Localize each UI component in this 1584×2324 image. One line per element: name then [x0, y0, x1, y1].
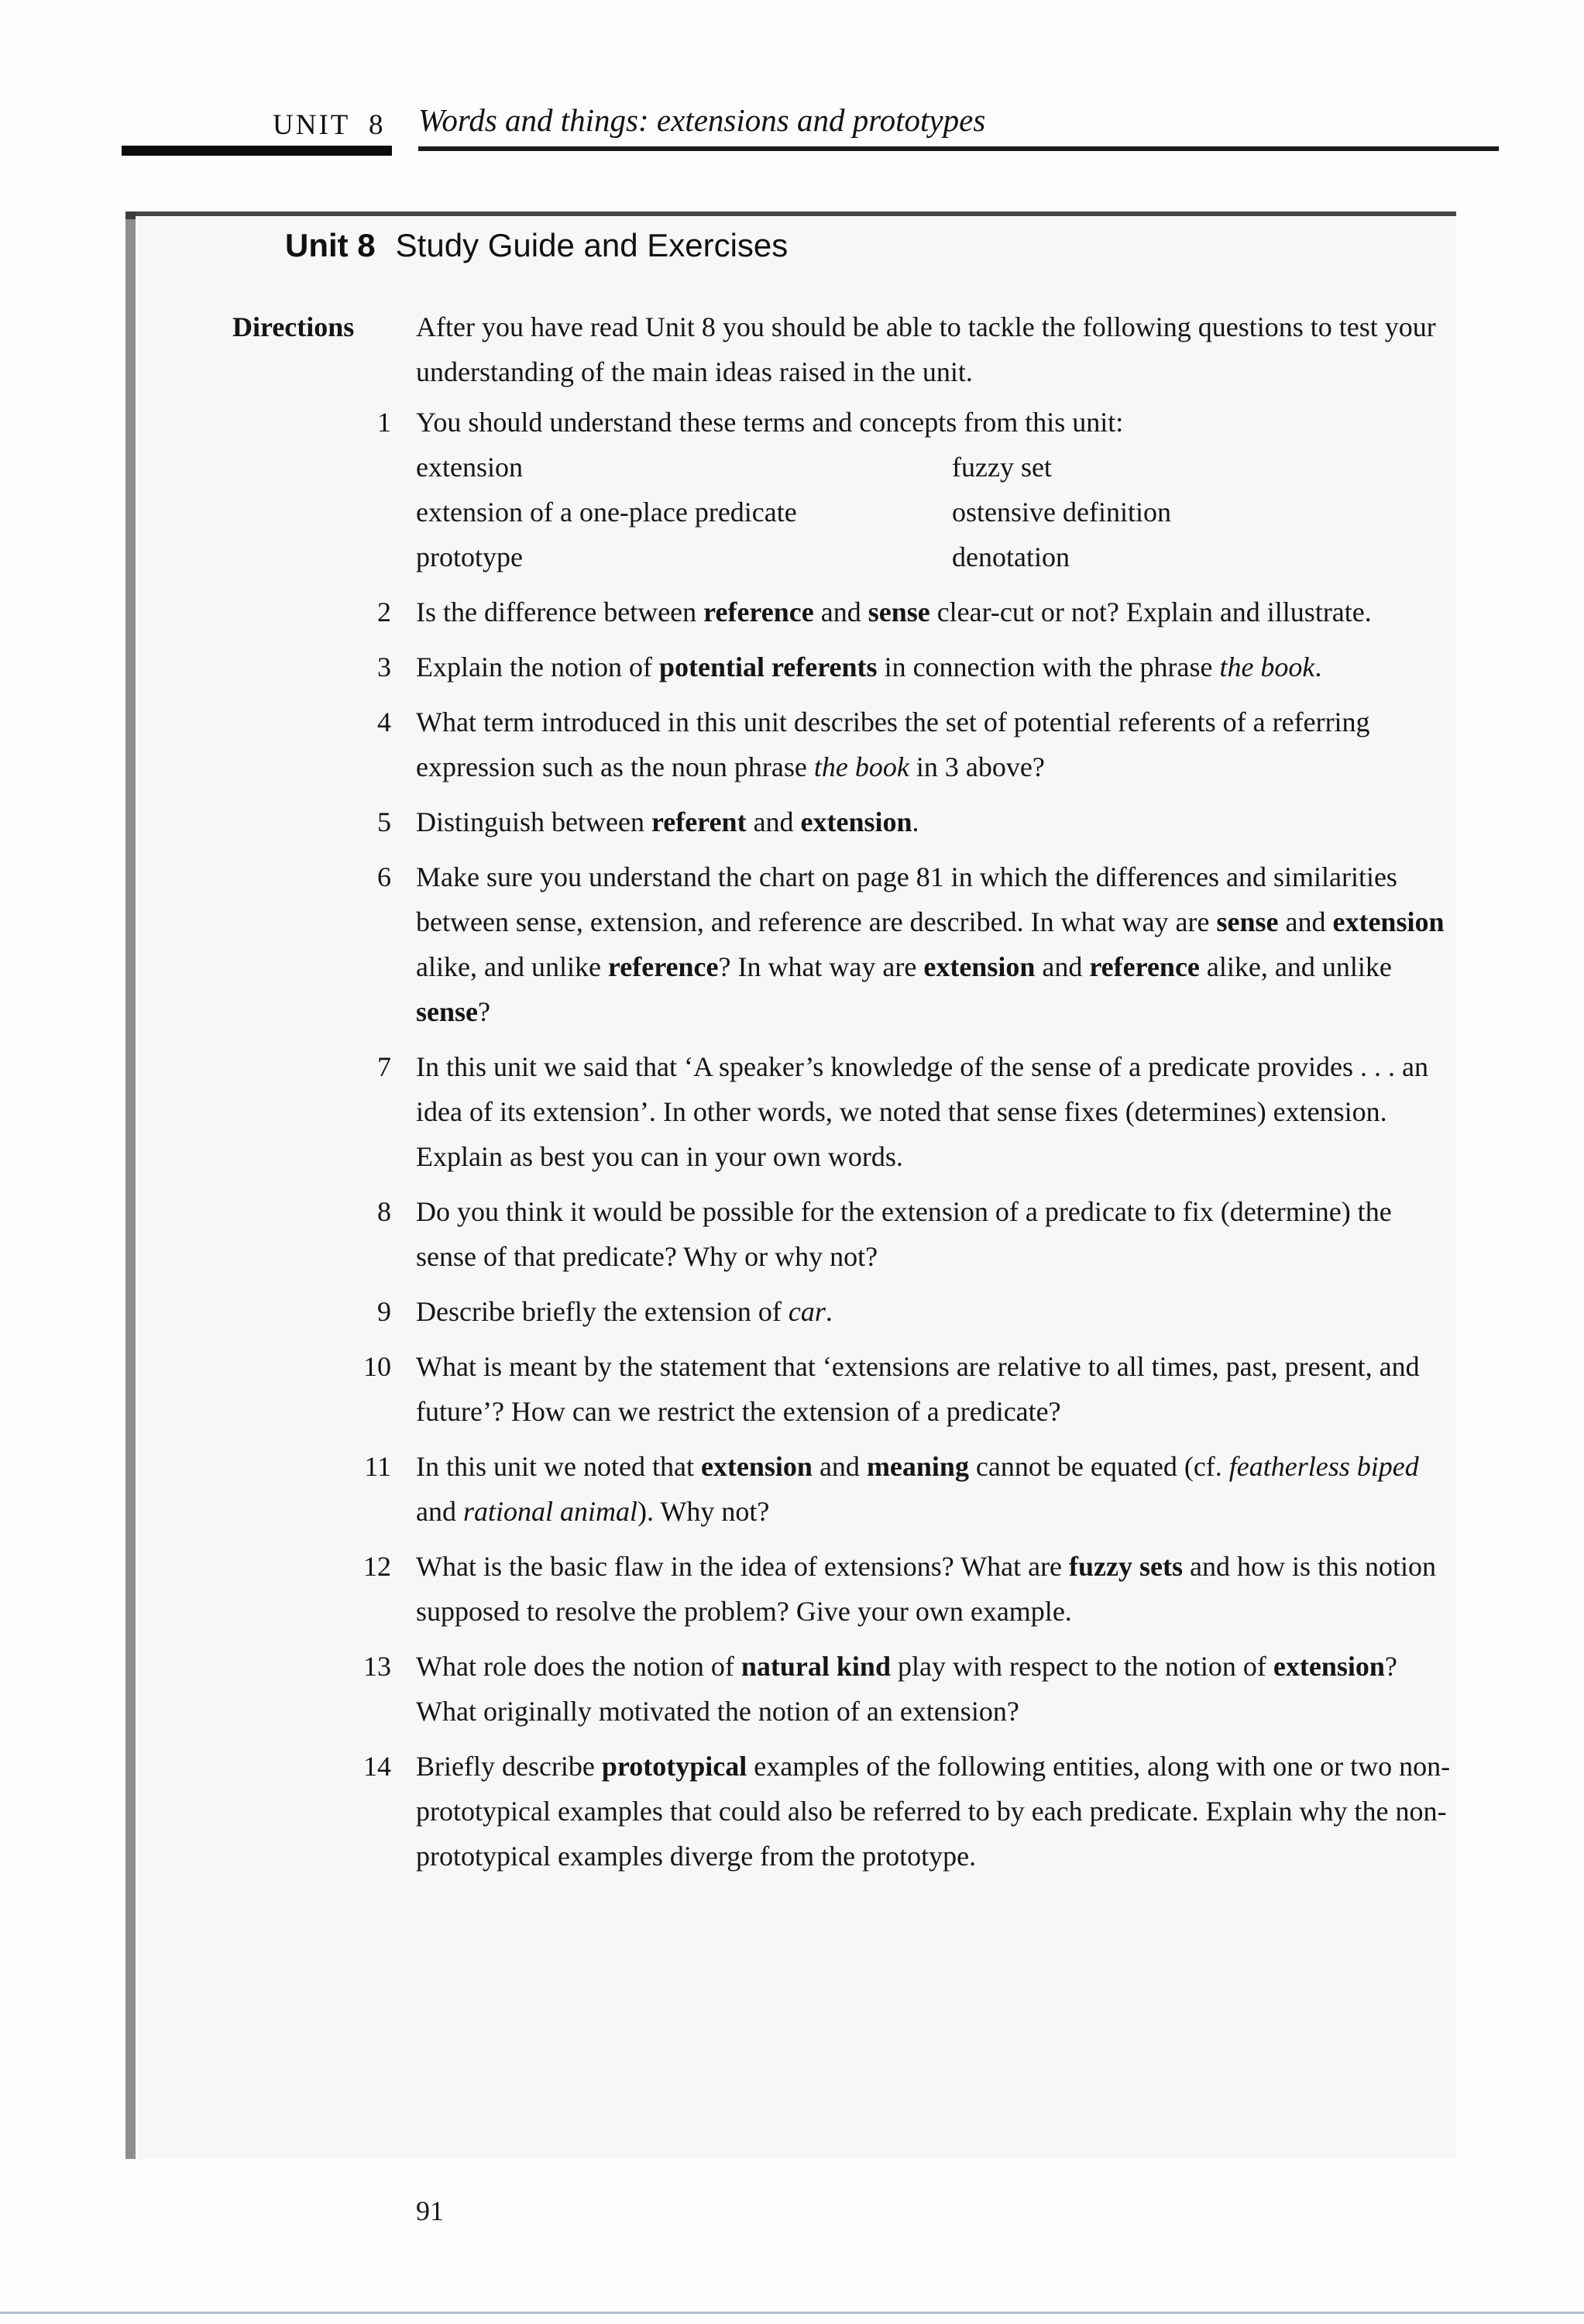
- text-segment: .: [825, 1296, 833, 1327]
- term-right: denotation: [952, 541, 1070, 572]
- question-text: [416, 590, 1454, 634]
- header-rule-thin: [418, 146, 1499, 151]
- question-text: [416, 1544, 1454, 1634]
- text-segment: referent: [651, 806, 747, 837]
- question-number: 2: [377, 596, 391, 627]
- question-number: 7: [377, 1051, 391, 1082]
- text-segment: ? What originally motivated the notion of an extension?: [416, 1651, 1397, 1727]
- question-text: [416, 799, 1454, 844]
- text-segment: .: [1314, 651, 1322, 682]
- text-segment: You should understand these terms and concepts from this unit:: [416, 407, 1124, 438]
- text-segment: and: [812, 1451, 867, 1482]
- text-segment: play with respect to the notion of: [890, 1651, 1273, 1682]
- question-item: [329, 590, 1460, 634]
- question-item: [329, 1644, 1460, 1734]
- question-item: [329, 854, 1460, 1034]
- text-segment: fuzzy sets: [1069, 1551, 1183, 1582]
- header-rule-thick: [122, 146, 392, 156]
- text-segment: reference: [607, 951, 719, 982]
- text-segment: ?: [478, 996, 490, 1027]
- panel-heading: [285, 227, 788, 264]
- text-segment: clear-cut or not? Explain and illustrate.: [929, 596, 1372, 627]
- running-head-unit-label: UNIT 8: [273, 109, 386, 141]
- question-text: [416, 1444, 1454, 1534]
- question-item: [329, 1289, 1460, 1334]
- directions-row: [232, 304, 1454, 394]
- terms-columns: [416, 445, 1454, 579]
- question-number: 6: [377, 861, 391, 892]
- text-segment: prototypical: [601, 1751, 747, 1782]
- text-segment: Make sure you understand the chart on page 81 in which the differences and similarities between sense, extension, and reference are described. In what way are: [416, 861, 1397, 937]
- panel-corner-shade: [125, 211, 136, 219]
- text-segment: sense: [868, 596, 930, 627]
- text-segment: ). Why not?: [637, 1496, 770, 1527]
- panel-heading-unit: Unit 8: [285, 227, 376, 263]
- text-segment: .: [912, 806, 919, 837]
- text-segment: What role does the notion of: [416, 1651, 741, 1682]
- question-number: 12: [363, 1551, 391, 1582]
- text-segment: What is meant by the statement that ‘extensions are relative to all times, past, present, and future’? How can we restrict the extension of a predicate?: [416, 1351, 1420, 1427]
- text-segment: sense: [1216, 906, 1279, 937]
- directions-text: After you have read Unit 8 you should be able to tackle the following questions to test your understanding of the main ideas raised in the unit.: [416, 311, 1436, 387]
- text-segment: extension: [700, 1451, 813, 1482]
- question-item: [329, 700, 1460, 789]
- question-item: [329, 1044, 1460, 1179]
- panel-heading-title: Study Guide and Exercises: [395, 227, 789, 263]
- question-number: 8: [377, 1196, 391, 1227]
- question-number: 9: [377, 1296, 391, 1327]
- question-number: 3: [377, 651, 391, 682]
- text-segment: extension: [923, 951, 1036, 982]
- text-segment: and: [416, 1496, 463, 1527]
- text-segment: Describe briefly the extension of: [416, 1296, 789, 1327]
- questions-list: [329, 400, 1460, 1889]
- text-segment: car: [788, 1296, 826, 1327]
- text-segment: rational animal: [462, 1496, 638, 1527]
- term-left: prototype: [416, 541, 523, 572]
- text-segment: and: [746, 806, 801, 837]
- text-segment: the book: [1219, 651, 1315, 682]
- question-text: [416, 1344, 1454, 1434]
- text-segment: extension: [1332, 906, 1445, 937]
- text-segment: Distinguish between: [416, 806, 651, 837]
- term-left: extension of a one-place predicate: [416, 497, 797, 528]
- text-segment: In this unit we noted that: [416, 1451, 701, 1482]
- text-segment: and: [1278, 906, 1333, 937]
- question-number: 13: [363, 1651, 391, 1682]
- question-number: 10: [363, 1351, 391, 1382]
- text-segment: alike, and unlike: [1199, 951, 1392, 982]
- running-head-chapter-title: Words and things: extensions and prototypes: [418, 102, 986, 138]
- text-segment: and how is this notion supposed to resolve the problem? Give your own example.: [416, 1551, 1436, 1627]
- term-left: extension: [416, 452, 523, 483]
- question-item: [329, 645, 1460, 689]
- text-segment: In this unit we said that ‘A speaker’s knowledge of the sense of a predicate provides . . . an idea of its extension’. In other words, we noted that sense fixes (determines) extension. Explain as best you can in your own words.: [416, 1051, 1428, 1172]
- page-number: 91: [416, 2195, 444, 2226]
- text-segment: potential referents: [658, 651, 878, 682]
- text-segment: alike, and unlike: [416, 951, 608, 982]
- text-segment: reference: [1089, 951, 1200, 982]
- term-right: fuzzy set: [952, 452, 1052, 483]
- question-text: [416, 1744, 1454, 1879]
- text-segment: meaning: [866, 1451, 969, 1482]
- text-segment: and: [813, 596, 868, 627]
- text-segment: extension: [1273, 1651, 1385, 1682]
- text-segment: in connection with the phrase: [877, 651, 1220, 682]
- question-number: 5: [377, 806, 391, 837]
- question-text: [416, 700, 1454, 789]
- text-segment: Explain the notion of: [416, 651, 659, 682]
- question-text: [416, 854, 1454, 1034]
- text-segment: sense: [416, 996, 478, 1027]
- text-segment: reference: [703, 596, 814, 627]
- text-segment: in 3 above?: [909, 751, 1045, 782]
- text-segment: the book: [813, 751, 909, 782]
- question-number: 4: [377, 706, 391, 737]
- text-segment: Is the difference between: [416, 596, 704, 627]
- question-text: [416, 645, 1454, 689]
- text-segment: Do you think it would be possible for the extension of a predicate to fix (determine) the sense of that predicate? Why or why not?: [416, 1196, 1392, 1272]
- text-segment: What is the basic flaw in the idea of extensions? What are: [416, 1551, 1070, 1582]
- text-segment: extension: [800, 806, 912, 837]
- text-segment: ? In what way are: [718, 951, 924, 982]
- question-number: 14: [363, 1751, 391, 1782]
- directions-label: Directions: [232, 311, 355, 342]
- question-number: 1: [377, 407, 391, 438]
- term-right: ostensive definition: [952, 497, 1171, 528]
- question-text: [416, 1044, 1454, 1179]
- text-segment: natural kind: [740, 1651, 891, 1682]
- question-item: [329, 1744, 1460, 1879]
- text-segment: What term introduced in this unit describes the set of potential referents of a referring expression such as the noun phrase: [416, 706, 1370, 782]
- question-text: [416, 1189, 1454, 1279]
- text-segment: featherless biped: [1228, 1451, 1419, 1482]
- text-segment: cannot be equated (cf.: [968, 1451, 1229, 1482]
- question-text: [416, 1289, 1454, 1334]
- question-item: [329, 1189, 1460, 1279]
- question-text: [416, 400, 1454, 579]
- question-item: [329, 1444, 1460, 1534]
- text-segment: examples of the following entities, along with one or two non-prototypical examples that could also be referred to by each predicate. Explain why the non-prototypical examples diverge from the prototype.: [416, 1751, 1451, 1872]
- text-segment: and: [1035, 951, 1090, 982]
- question-item: [329, 1344, 1460, 1434]
- question-item: [329, 400, 1460, 579]
- scan-edge-line: [0, 2312, 1584, 2314]
- question-item: [329, 1544, 1460, 1634]
- text-segment: Briefly describe: [416, 1751, 602, 1782]
- question-text: [416, 1644, 1454, 1734]
- question-number: 11: [364, 1451, 391, 1482]
- question-item: [329, 799, 1460, 844]
